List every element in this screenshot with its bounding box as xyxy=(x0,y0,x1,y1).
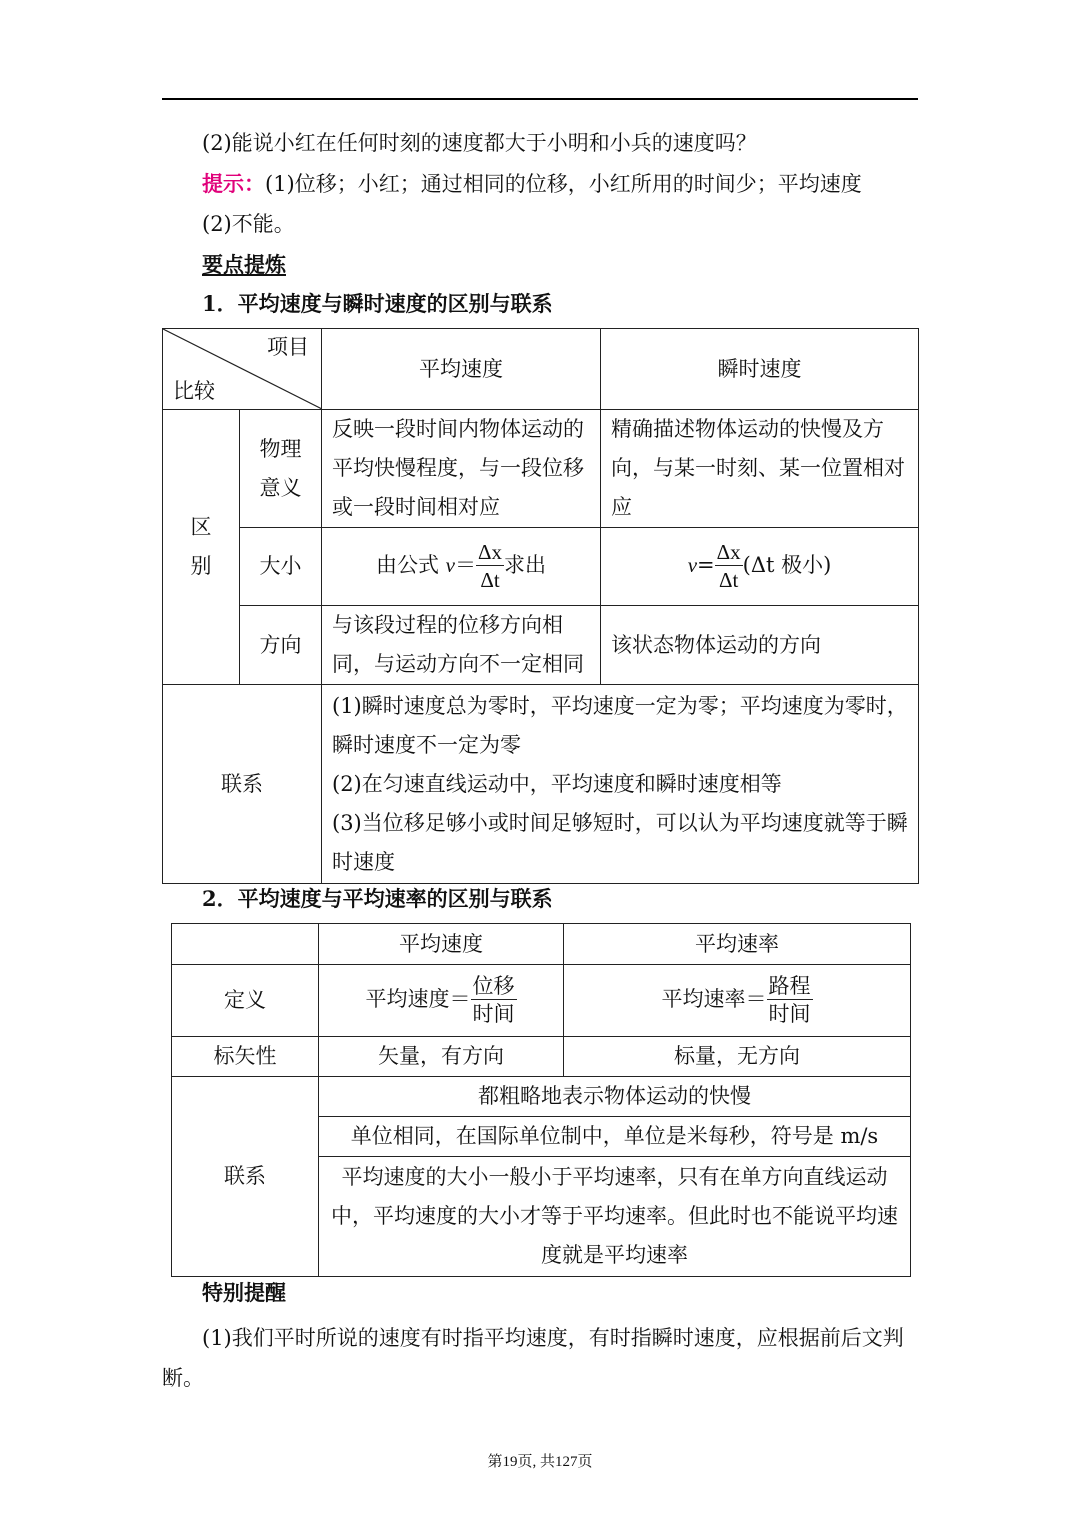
def-velocity-den: 时间 xyxy=(472,1002,515,1026)
header-avg-velocity: 平均速度 xyxy=(322,329,601,410)
def-velocity-pre: 平均速度＝ xyxy=(365,987,471,1011)
dir-label: 方向 xyxy=(240,606,322,685)
table-velocity-vs-speed xyxy=(171,923,911,1277)
corner-bottom-label: 比较 xyxy=(173,379,215,403)
def-speed-cell xyxy=(564,965,911,1037)
rel-2: 单位相同，在国际单位制中，单位是米每秒，符号是 m/s xyxy=(319,1117,911,1157)
size-avg-fraction xyxy=(476,539,504,594)
diff-label: 区别 xyxy=(190,515,212,578)
vec-velocity: 矢量，有方向 xyxy=(319,1037,564,1077)
section1-title: 1．平均速度与瞬时速度的区别与联系 xyxy=(202,291,553,316)
diff-label-cell xyxy=(163,410,240,685)
hint-text-2: (2)不能。 xyxy=(202,212,295,236)
size-avg-den: Δt xyxy=(480,568,500,592)
vec-speed: 标量，无方向 xyxy=(564,1037,911,1077)
def-label: 定义 xyxy=(172,965,319,1037)
question-text: (2)能说小红在任何时刻的速度都大于小明和小兵的速度吗？ xyxy=(202,131,757,155)
def-speed-num: 路程 xyxy=(768,974,811,998)
size-avg-num: Δx xyxy=(478,540,503,564)
relation-1: (1)瞬时速度总为零时，平均速度一定为零；平均速度为零时，瞬时速度不一定为零 xyxy=(332,693,908,757)
table1-corner-cell xyxy=(163,329,322,410)
def-velocity-fraction xyxy=(471,973,517,1028)
relation-3: (3)当位移足够小或时间足够短时，可以认为平均速度就等于瞬时速度 xyxy=(332,810,908,874)
header-avg-speed: 平均速率 xyxy=(564,924,911,965)
size-inst-fraction xyxy=(715,539,743,594)
size-avg-pre: 由公式 xyxy=(375,553,439,577)
size-avg-cell xyxy=(322,528,601,606)
meaning-label-cell xyxy=(240,410,322,528)
size-inst-eq: = xyxy=(697,553,715,577)
def-velocity-num: 位移 xyxy=(472,974,515,998)
section2-title: 2．平均速度与平均速率的区别与联系 xyxy=(202,886,553,911)
relation-label: 联系 xyxy=(163,685,322,884)
hint-line xyxy=(202,169,862,199)
def-velocity-cell xyxy=(319,965,564,1037)
relation-2: (2)在匀速直线运动中，平均速度和瞬时速度相等 xyxy=(332,771,782,796)
vec-label: 标矢性 xyxy=(172,1037,319,1077)
dir-inst: 该状态物体运动的方向 xyxy=(601,606,919,685)
def-speed-fraction xyxy=(767,973,813,1028)
size-avg-v: v xyxy=(445,553,455,577)
meaning-inst: 精确描述物体运动的快慢及方向，与某一时刻、某一位置相对应 xyxy=(601,410,919,528)
size-inst-v: v xyxy=(687,553,698,577)
table2-corner xyxy=(172,924,319,965)
size-avg-eq: ＝ xyxy=(455,553,476,577)
header-instant-velocity: 瞬时速度 xyxy=(601,329,919,410)
meaning-label: 物理意义 xyxy=(259,436,302,500)
relation-cell xyxy=(322,685,919,884)
hint-text: (1)位移；小红；通过相同的位移，小红所用的时间少；平均速度 xyxy=(265,172,862,196)
rel-3: 平均速度的大小一般小于平均速率，只有在单方向直线运动中，平均速度的大小才等于平均速率。但此时也不能说平均速度就是平均速率 xyxy=(319,1157,911,1277)
def-speed-den: 时间 xyxy=(768,1002,811,1026)
size-inst-den: Δt xyxy=(718,568,739,592)
size-inst-num: Δx xyxy=(716,540,741,564)
table-avg-vs-instant xyxy=(162,328,919,884)
size-label: 大小 xyxy=(240,528,322,606)
special-title: 特别提醒 xyxy=(202,1280,286,1305)
header-rule xyxy=(162,98,918,100)
page-footer: 第19页, 共127页 xyxy=(487,1454,593,1470)
size-inst-post: (Δt 极小) xyxy=(742,553,832,577)
rel-label: 联系 xyxy=(172,1077,319,1277)
size-inst-cell xyxy=(601,528,919,606)
dir-avg: 与该段过程的位移方向相同，与运动方向不一定相同 xyxy=(322,606,601,685)
def-speed-pre: 平均速率＝ xyxy=(661,987,767,1011)
key-points-title: 要点提炼 xyxy=(202,252,286,277)
size-avg-post: 求出 xyxy=(504,553,547,577)
header-avg-velocity-2: 平均速度 xyxy=(319,924,564,965)
corner-top-label: 项目 xyxy=(267,335,309,359)
hint-label: 提示： xyxy=(202,171,265,196)
meaning-avg: 反映一段时间内物体运动的平均快慢程度，与一段位移或一段时间相对应 xyxy=(322,410,601,528)
rel-1: 都粗略地表示物体运动的快慢 xyxy=(319,1077,911,1117)
special-1: (1)我们平时所说的速度有时指平均速度，有时指瞬时速度，应根据前后文判断。 xyxy=(162,1326,904,1390)
